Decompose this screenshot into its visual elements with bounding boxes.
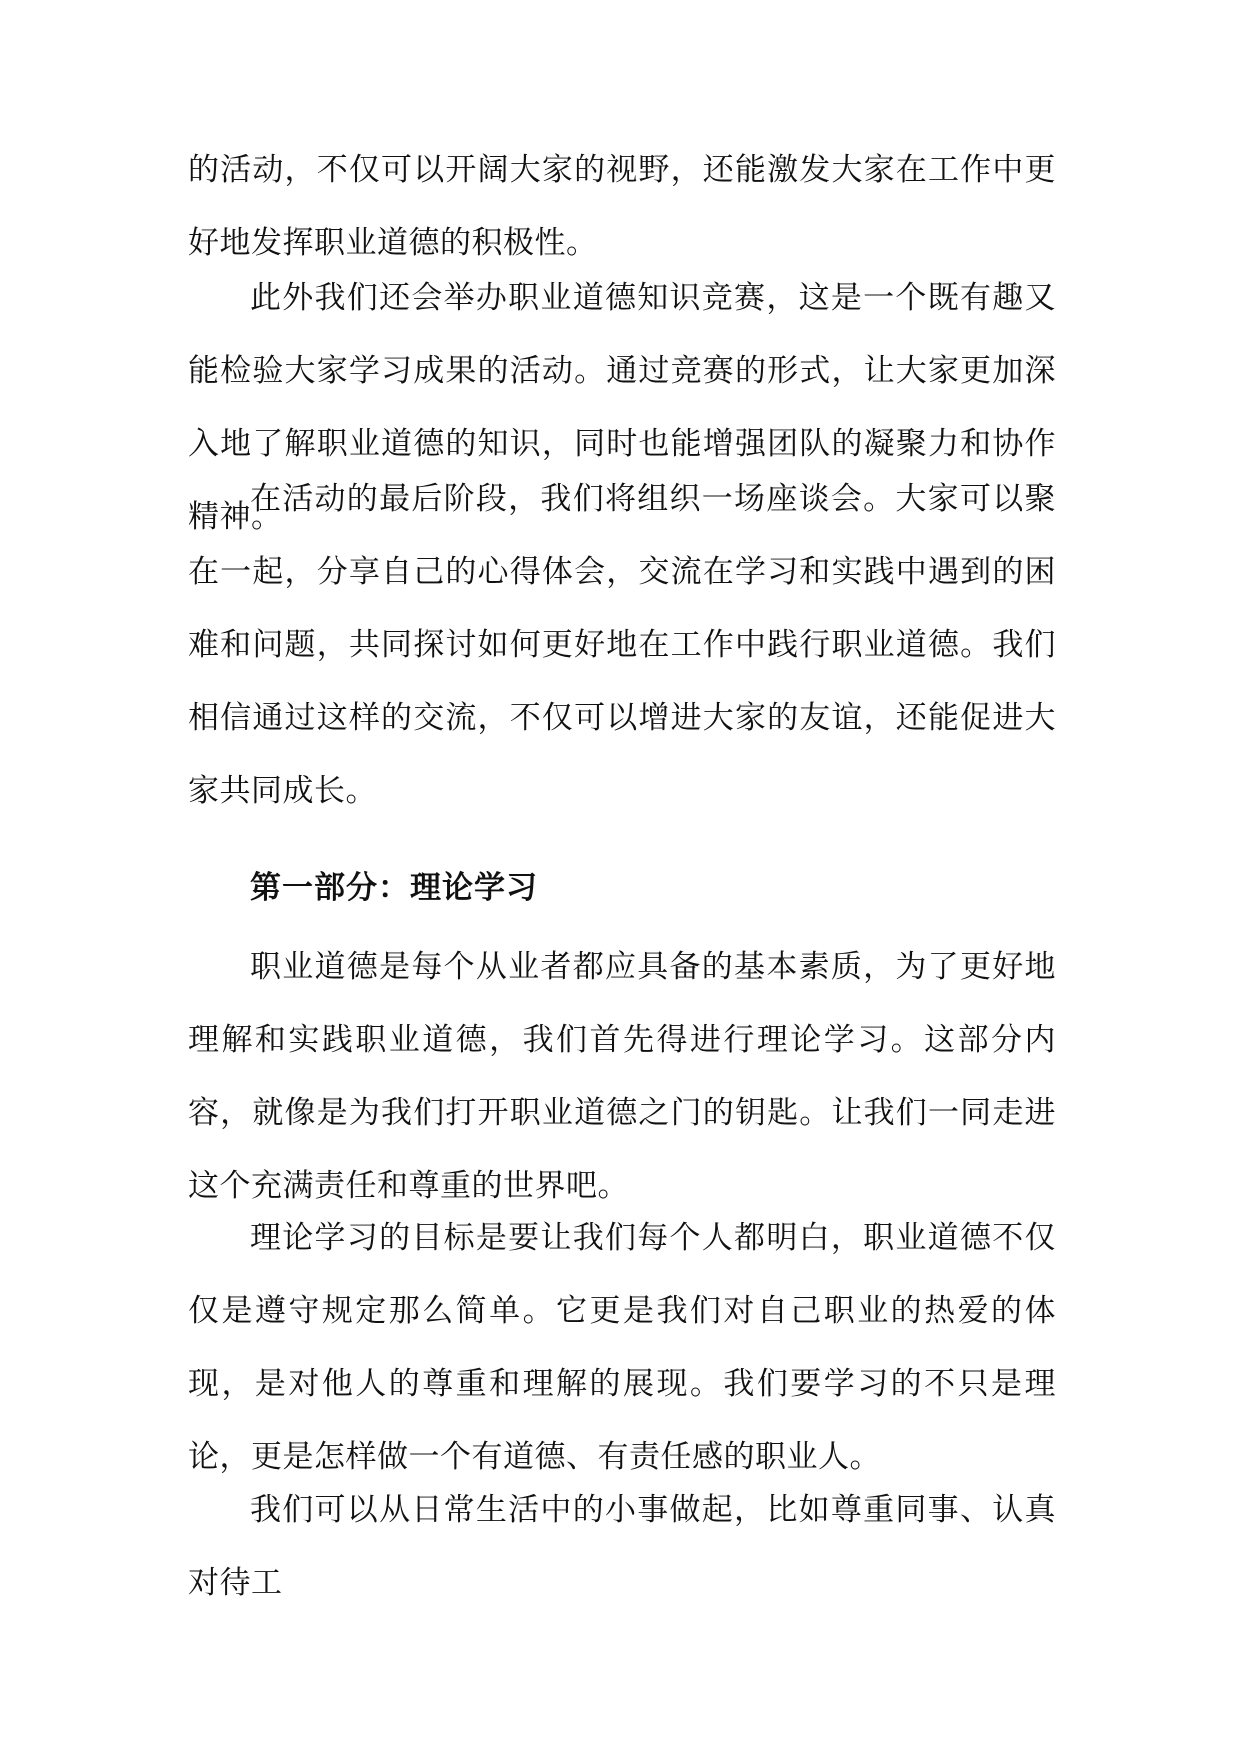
paragraph-daily-practice: 我们可以从日常生活中的小事做起，比如尊重同事、认真对待工 bbox=[188, 1492, 1056, 1601]
paragraph-theory-intro: 职业道德是每个从业者都应具备的基本素质，为了更好地理解和实践职业道德，我们首先得进行理论学习。这部分内容，就像是为我们打开职业道德之门的钥匙。让我们一同走进这个充满责任和尊重的世界吧。 bbox=[188, 949, 1056, 1204]
paragraph-theory-goal: 理论学习的目标是要让我们每个人都明白，职业道德不仅仅是遵守规定那么简单。它更是我们对自己职业的热爱的体现，是对他人的尊重和理解的展现。我们要学习的不只是理论，更是怎样做一个有道德、有责任感的职业人。 bbox=[188, 1220, 1056, 1475]
paragraph-knowledge-contest: 此外我们还会举办职业道德知识竞赛，这是一个既有趣又能检验大家学习成果的活动。通过竞赛的形式，让大家更加深入地了解职业道德的知识，同时也能增强团队的凝聚力和协作精神。 bbox=[188, 280, 1056, 535]
section-heading: 第一部分：理论学习 bbox=[250, 870, 538, 906]
paragraph-symposium: 在活动的最后阶段，我们将组织一场座谈会。大家可以聚在一起，分享自己的心得体会，交流在学习和实践中遇到的困难和问题，共同探讨如何更好地在工作中践行职业道德。我们相信通过这样的交流，不仅可以增进大家的友谊，还能促进大家共同成长。 bbox=[188, 481, 1056, 809]
paragraph-continuation: 的活动，不仅可以开阔大家的视野，还能激发大家在工作中更好地发挥职业道德的积极性。 bbox=[188, 152, 1056, 261]
